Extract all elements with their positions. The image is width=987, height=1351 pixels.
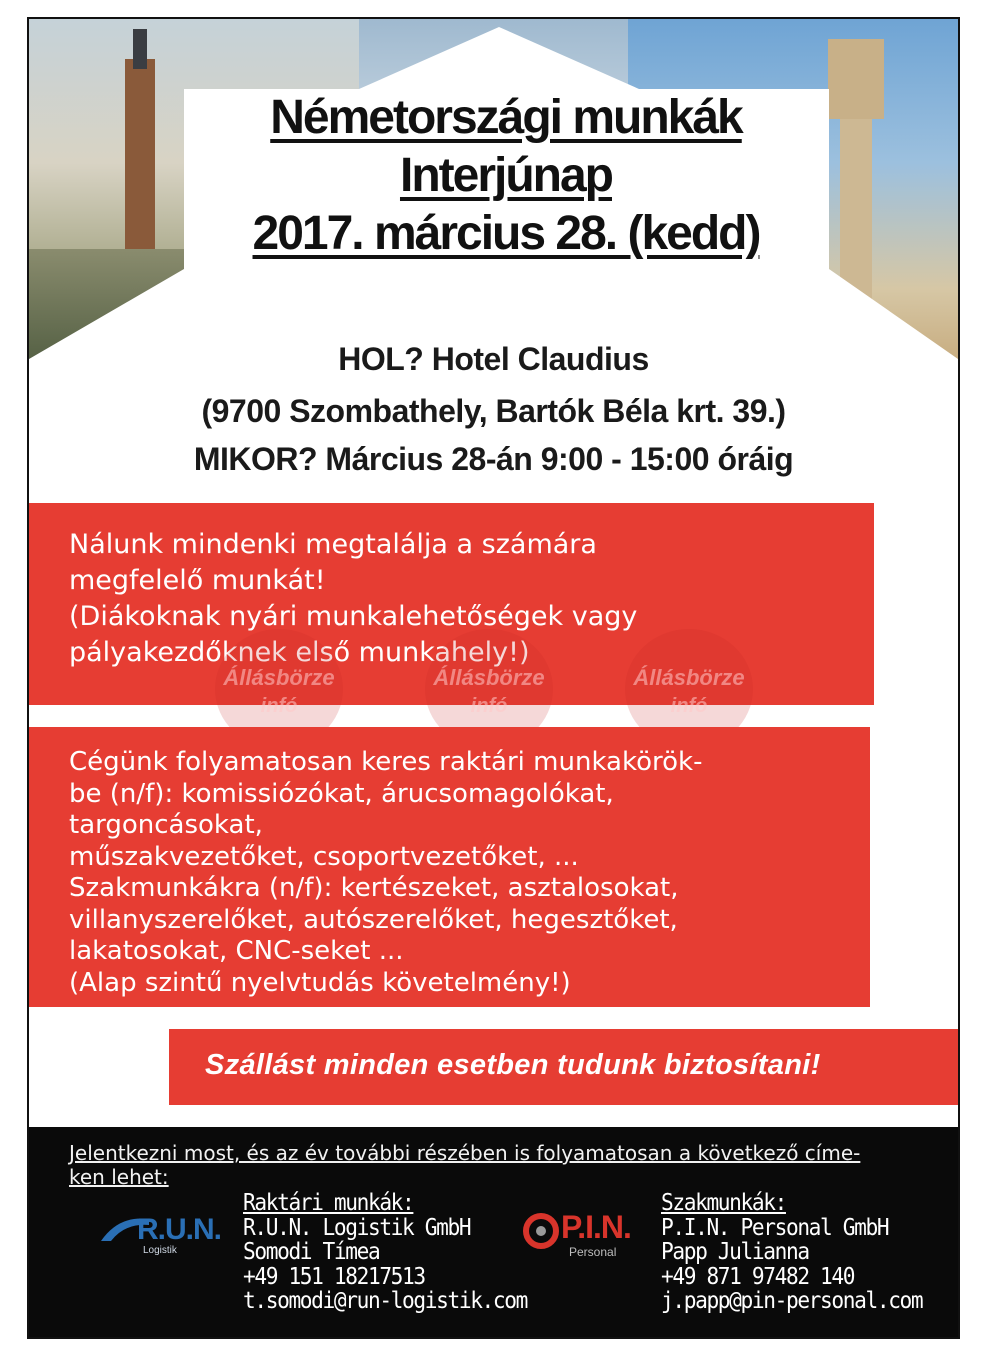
title-line-2: Interjúnap xyxy=(399,149,612,202)
address-line: (9700 Szombathely, Bartók Béla krt. 39.) xyxy=(201,393,786,429)
accommodation-text: Szállást minden esetben tudunk biztosítani! xyxy=(205,1049,821,1081)
title-block xyxy=(181,89,831,263)
info-box-2 xyxy=(29,727,870,1007)
box2-line: Szakmunkákra (n/f): kertészeket, asztalosokat, xyxy=(69,873,679,903)
title-line-3: 2017. március 28. (kedd) xyxy=(252,207,760,260)
watermark-logo: Állásbörze infó xyxy=(625,629,753,749)
contact-heading: Raktári munkák: xyxy=(243,1190,414,1216)
box2-line: műszakvezetőket, csoportvezetőket, ... xyxy=(69,841,579,872)
watermark-logo: Állásbörze infó xyxy=(425,629,553,749)
contact-phone: +49 151 18217513 xyxy=(243,1263,425,1290)
contact-email[interactable]: t.somodi@run-logistik.com xyxy=(243,1288,527,1314)
contact-company: R.U.N. Logistik GmbH xyxy=(243,1214,471,1241)
accommodation-banner xyxy=(169,1029,958,1105)
box2-line: (Alap szintű nyelvtudás követelmény!) xyxy=(69,967,571,998)
contact-heading: Szakmunkák: xyxy=(661,1190,786,1216)
contact-company: P.I.N. Personal GmbH xyxy=(661,1214,889,1241)
contact-person: Papp Julianna xyxy=(661,1239,809,1265)
when-line: MIKOR? Március 28-án 9:00 - 15:00 óráig xyxy=(193,441,794,477)
box2-line: lakatosokat, CNC-seket ... xyxy=(69,936,404,966)
title-line-1: Németországi munkák xyxy=(270,91,742,144)
contact-phone: +49 871 97482 140 xyxy=(661,1263,855,1290)
contact-pin xyxy=(661,1191,922,1314)
contact-footer xyxy=(29,1127,958,1337)
box1-line: Nálunk mindenki megtalálja a számára xyxy=(69,529,597,560)
contact-person: Somodi Tímea xyxy=(243,1239,380,1265)
watermark-logo: Állásbörze infó xyxy=(215,629,343,749)
contact-email[interactable]: j.papp@pin-personal.com xyxy=(661,1288,923,1314)
box1-line: pályakezdőknek első munkahely!) xyxy=(69,637,530,668)
run-logo: R.U.N. Logistik xyxy=(99,1211,229,1257)
box2-line: be (n/f): komissiózókat, árucsomagolókat, xyxy=(69,778,614,809)
pin-logo: P.I.N. Personal xyxy=(523,1207,645,1259)
footer-intro: Jelentkezni most, és az év további részében is folyamatosan a következő címe- ken lehet: xyxy=(69,1141,861,1189)
box2-line: Cégünk folyamatosan keres raktári munkakörök- xyxy=(69,747,703,777)
box2-line: targoncásokat, xyxy=(69,810,263,840)
box2-line: villanyszerelőket, autószerelőket, hegesztőket, xyxy=(69,904,678,935)
box1-line: (Diákoknak nyári munkalehetőségek vagy xyxy=(69,601,638,632)
box1-line: megfelelő munkát! xyxy=(69,565,326,596)
where-line: HOL? Hotel Claudius xyxy=(338,341,649,377)
flyer xyxy=(27,17,960,1339)
contact-run xyxy=(243,1191,527,1314)
